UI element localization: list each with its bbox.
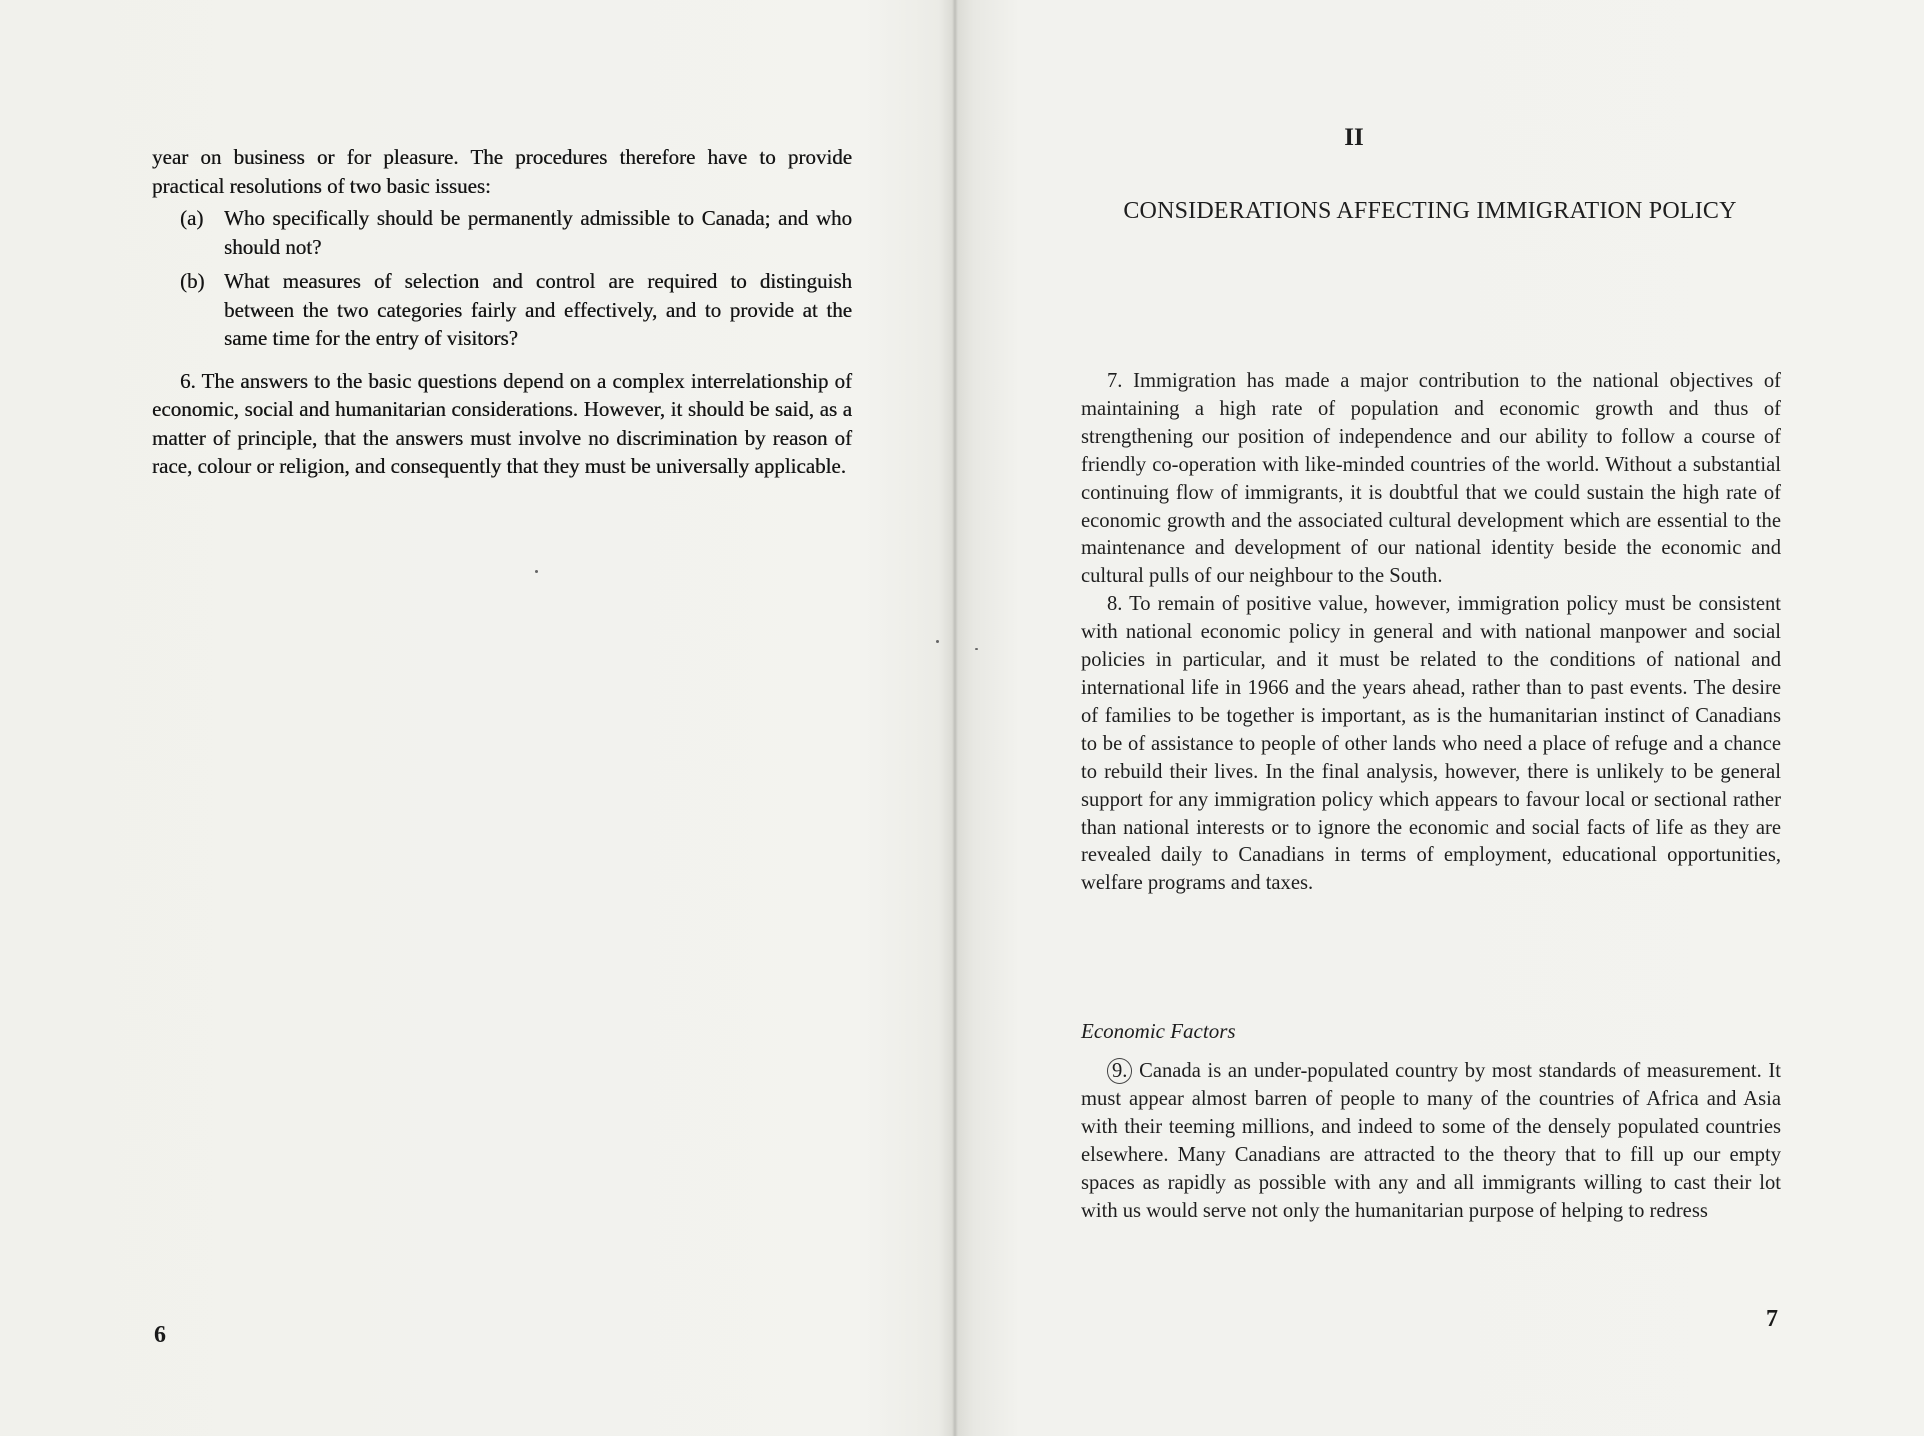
paragraph-9	[1081, 1058, 1781, 1225]
paper-speck	[936, 640, 939, 643]
left-page	[0, 0, 955, 1436]
page-number-left: 6	[154, 1322, 166, 1348]
section-heading-economic-factors: Economic Factors	[1081, 1019, 1236, 1043]
issue-item-a	[152, 204, 852, 261]
issue-text-a: Who specifically should be permanently admissible to Canada; and who should not?	[224, 206, 852, 259]
right-page-body	[1081, 368, 1781, 898]
paper-speck	[975, 648, 978, 650]
issue-text-b: What measures of selection and control are required to distinguish between the two categories fairly and effectively, and to provide at the same time for the entry of visitors?	[224, 269, 852, 350]
paper-speck	[535, 570, 538, 573]
issue-marker-b: (b)	[180, 269, 205, 293]
issues-list	[152, 204, 852, 353]
paragraph-7: 7. Immigration has made a major contribution to the national objectives of maintaining a high rate of population and economic growth and thus of strengthening our position of independence and our ability to follow a course of friendly co-operation with like-minded countries of the world. Without a substantial continuing flow of immigrants, it is doubtful that we could sustain the high rate of economic growth and the associated cultural development which are essential to the maintenance and development of our national identity beside the economic and cultural pulls of our neighbour to the South.	[1081, 370, 1781, 588]
right-page-body-continued	[1081, 1058, 1781, 1225]
paragraph-8: 8. To remain of positive value, however, immigration policy must be consistent with national economic policy in general and with national manpower and social policies in particular, and it must be related to the conditions of national and international life in 1966 and the years ahead, rather than to past events. The desire of families to be together is important, as is the humanitarian instinct of Canadians to be of assistance to people of other lands who need a place of refuge and a chance to rebuild their lives. In the final analysis, however, there is unlikely to be general support for any immigration policy which appears to favour local or sectional rather than national interests or to ignore the economic and social facts of life as they are revealed daily to Canadians in terms of employment, educational opportunities, welfare programs and taxes.	[1081, 593, 1781, 895]
circled-paragraph-number: 9.	[1107, 1058, 1132, 1084]
issue-marker-a: (a)	[180, 206, 204, 230]
paragraph-9-text: Canada is an under-populated country by most standards of measurement. It must appear almost barren of people to many of the countries of Africa and Asia with their teeming millions, and indeed to some of the densely populated countries elsewhere. Many Canadians are attracted to the theory that to fill up our empty spaces as rapidly as possible with any and all immigrants willing to cast their lot with us would serve not only the humanitarian purpose of helping to redress	[1081, 1060, 1782, 1222]
right-page	[958, 0, 1924, 1436]
chapter-number: II	[1344, 124, 1364, 151]
page-number-right: 7	[1766, 1306, 1778, 1332]
chapter-title: CONSIDERATIONS AFFECTING IMMIGRATION POLICY	[1123, 198, 1737, 224]
issue-item-b	[152, 267, 852, 353]
paragraph-6: 6. The answers to the basic questions depend on a complex interrelationship of economic, social and humanitarian considerations. However, it should be said, as a matter of principle, that the answers must involve no discrimination by reason of race, colour or religion, and consequently that they must be universally applicable.	[152, 368, 852, 478]
left-intro-paragraph: year on business or for pleasure. The procedures therefore have to provide practical resolutions of two basic issues:	[152, 145, 852, 198]
left-page-body	[152, 143, 852, 481]
